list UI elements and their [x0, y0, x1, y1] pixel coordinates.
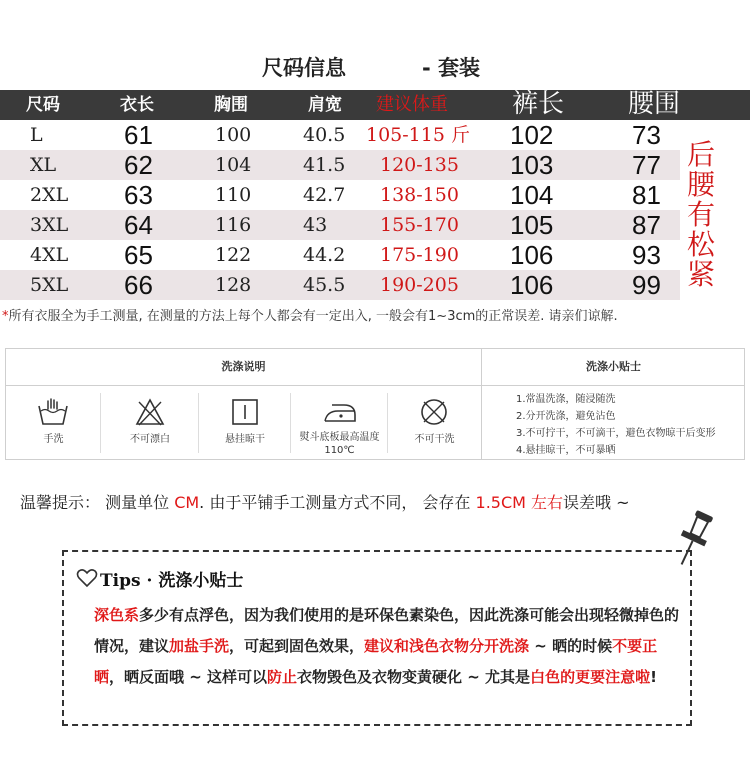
- hand-wash-icon: [36, 397, 70, 427]
- tips-body: [94, 600, 684, 693]
- cell-pants-length: 106: [510, 240, 554, 270]
- tips-title: Tips · 洗涤小贴士: [100, 571, 244, 591]
- page-title: [0, 52, 750, 84]
- tip-segment: ，晒反面哦 ~ 这样可以: [109, 668, 268, 686]
- label-no-dry-clean: 不可干洗: [414, 434, 455, 445]
- cell-shoulder: 42.7: [303, 184, 346, 206]
- cell-length: 61: [124, 120, 153, 150]
- cell-weight: 138-150: [380, 184, 459, 206]
- reminder-range: 1.5CM 左右: [475, 493, 564, 512]
- tip-segment: 多少有点浮色，因为我们使用的是环保色素染色，因此洗涤可能会出现轻微掉色的情况，建议: [94, 606, 680, 655]
- heart-icon: [76, 568, 98, 588]
- care-header: [6, 349, 744, 386]
- measurement-footnote: [2, 305, 618, 324]
- reminder-suffix: 误差哦 ~: [563, 493, 630, 512]
- header-weight: 建议体重: [376, 94, 448, 115]
- waist-elastic-note: 后腰有松紧: [686, 138, 715, 291]
- tip-segment: ~ 晒的时候: [529, 637, 613, 655]
- cell-pants-length: 103: [510, 150, 554, 180]
- care-tip: 2.分开洗涤，避免沾色: [516, 411, 616, 422]
- washing-tips-box: [62, 550, 692, 726]
- care-tip: 3.不可拧干，不可滴干，避色衣物晾干后变形: [516, 428, 716, 439]
- cell-pants-length: 105: [510, 210, 554, 240]
- tip-segment: 白色的更要注意啦: [530, 668, 651, 686]
- cell-chest: 100: [215, 124, 252, 146]
- table-row: [0, 240, 680, 270]
- reminder-unit: CM: [174, 493, 200, 512]
- tip-segment: 不要正晒: [94, 637, 658, 686]
- title-sub: - 套装: [422, 56, 481, 80]
- tip-segment: 加盐手洗: [169, 637, 230, 655]
- footnote-star: *: [2, 309, 9, 324]
- cell-waist: 93: [632, 240, 661, 270]
- cell-waist: 81: [632, 180, 661, 210]
- header-length: 衣长: [120, 95, 154, 115]
- size-table-body: [0, 120, 750, 300]
- cell-chest: 128: [215, 274, 252, 296]
- cell-shoulder: 41.5: [303, 154, 346, 176]
- care-no-bleach: [101, 385, 199, 461]
- cell-waist: 99: [632, 270, 661, 300]
- cell-chest: 122: [215, 244, 252, 266]
- title-main: 尺码信息: [262, 56, 346, 80]
- no-dry-clean-icon: [419, 397, 449, 427]
- cell-size: 4XL: [30, 244, 69, 266]
- header-shoulder: 肩宽: [308, 95, 342, 115]
- care-hang-dry: [199, 385, 291, 461]
- cell-waist: 87: [632, 210, 661, 240]
- measurement-reminder: [20, 490, 630, 513]
- label-hand-wash: 手洗: [43, 434, 64, 445]
- tip-segment: 深色系: [94, 606, 140, 624]
- cell-pants-length: 106: [510, 270, 554, 300]
- tip-segment: 建议和浅色衣物分开洗涤: [364, 637, 530, 655]
- table-row: [0, 210, 680, 240]
- iron-110-icon: [322, 397, 358, 425]
- cell-size: 3XL: [30, 214, 69, 236]
- reminder-prefix: 温馨提示： 测量单位: [20, 493, 175, 512]
- header-pants-length: 裤长: [512, 89, 565, 119]
- cell-chest: 110: [215, 184, 252, 206]
- reminder-middle: . 由于平铺手工测量方式不同， 会存在: [199, 493, 476, 512]
- cell-length: 65: [124, 240, 153, 270]
- cell-weight: 120-135: [380, 154, 459, 176]
- header-size: 尺码: [26, 95, 60, 115]
- cell-chest: 104: [215, 154, 252, 176]
- cell-size: 5XL: [30, 274, 69, 296]
- cell-length: 66: [124, 270, 153, 300]
- header-chest: 胸围: [214, 95, 248, 115]
- care-divider: [481, 349, 482, 459]
- cell-pants-length: 102: [510, 120, 554, 150]
- table-row: [0, 120, 680, 150]
- care-tip: 4.悬挂晾干，不可暴晒: [516, 445, 616, 456]
- label-no-bleach: 不可漂白: [130, 434, 170, 445]
- table-row: [0, 150, 680, 180]
- cell-shoulder: 45.5: [303, 274, 346, 296]
- cell-waist: 77: [632, 150, 661, 180]
- no-bleach-icon: [135, 397, 165, 427]
- care-hand-wash: [6, 385, 101, 461]
- table-row: [0, 270, 680, 300]
- care-tip: 1.常温洗涤，随浸随洗: [516, 394, 616, 405]
- cell-size: L: [30, 124, 43, 146]
- footnote-text: 所有衣服全为手工测量, 在测量的方法上每个人都会有一定出入, 一般会有1~3cm的正常误差. 请亲们谅解.: [8, 309, 618, 324]
- cell-length: 64: [124, 210, 153, 240]
- tip-segment: ，可起到固色效果，: [229, 637, 365, 655]
- tip-segment: 衣物毁色及衣物变黄硬化 ~ 尤其是: [297, 668, 531, 686]
- cell-weight: 105-115 斤: [366, 124, 470, 146]
- care-heading-left: 洗涤说明: [221, 360, 266, 373]
- cell-weight: 190-205: [380, 274, 459, 296]
- size-table-header: [0, 90, 750, 120]
- cell-size: XL: [30, 154, 57, 176]
- care-heading-right: 洗涤小贴士: [586, 360, 641, 373]
- tip-segment: !: [650, 668, 657, 686]
- label-iron: 熨斗底板最高温度110℃: [299, 432, 380, 456]
- care-instructions-box: [5, 348, 745, 460]
- cell-length: 62: [124, 150, 153, 180]
- cell-waist: 73: [632, 120, 661, 150]
- cell-pants-length: 104: [510, 180, 554, 210]
- cell-weight: 175-190: [380, 244, 459, 266]
- cell-length: 63: [124, 180, 153, 210]
- care-tips-list: [516, 391, 716, 459]
- header-waist: 腰围: [628, 89, 681, 119]
- cell-shoulder: 43: [303, 214, 328, 236]
- cell-chest: 116: [215, 214, 252, 236]
- care-iron: [291, 385, 388, 461]
- label-hang-dry: 悬挂晾干: [225, 434, 265, 445]
- cell-size: 2XL: [30, 184, 69, 206]
- hang-dry-icon: [230, 397, 260, 427]
- care-no-dry-clean: [388, 385, 481, 461]
- cell-shoulder: 44.2: [303, 244, 346, 266]
- table-row: [0, 180, 680, 210]
- tip-segment: 防止: [267, 668, 298, 686]
- cell-weight: 155-170: [380, 214, 459, 236]
- cell-shoulder: 40.5: [303, 124, 346, 146]
